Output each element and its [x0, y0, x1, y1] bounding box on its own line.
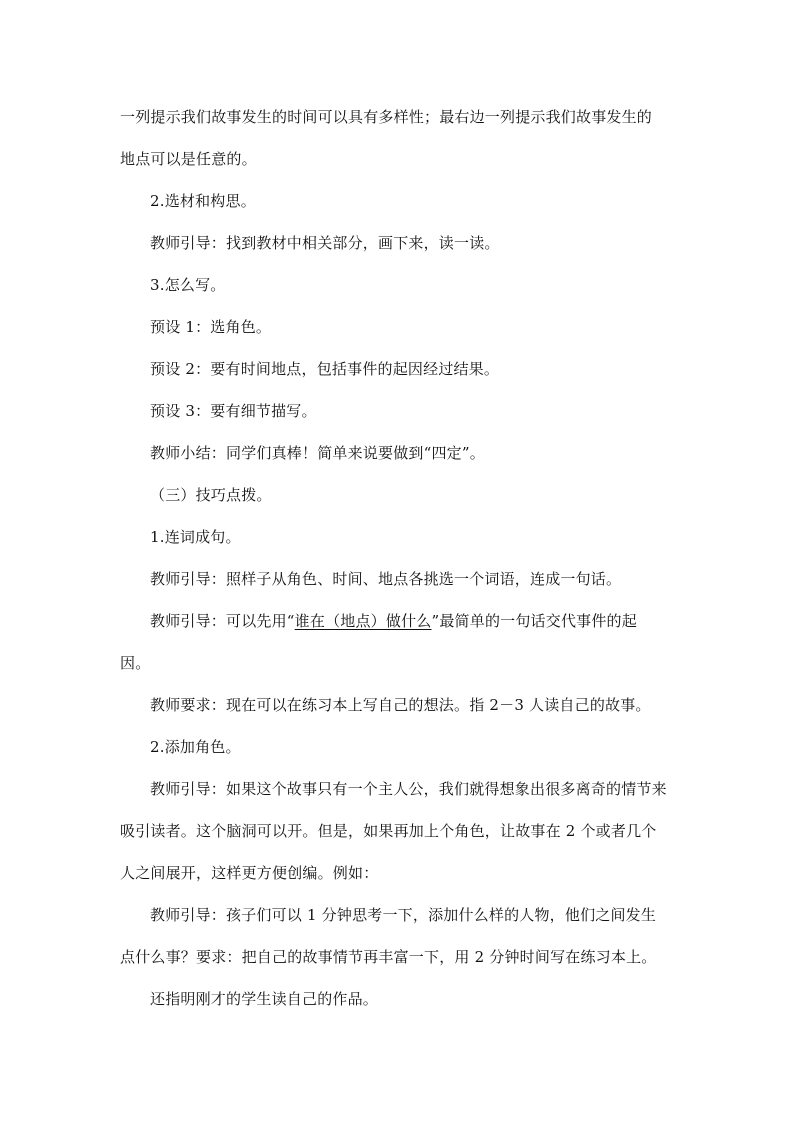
paragraph-line: 教师小结：同学们真棒！简单来说要做到“四定”。	[150, 444, 485, 462]
section-heading: 2.添加角色。	[150, 738, 241, 756]
paragraph-line: 点什么事？要求：把自己的故事情节再丰富一下，用 2 分钟时间写在练习本上。	[120, 948, 657, 966]
underlined-phrase: 谁在（地点）做什么	[294, 612, 432, 630]
paragraph-line: 预设 2：要有时间地点，包括事件的起因经过结果。	[150, 360, 500, 378]
paragraph-line	[150, 611, 730, 631]
paragraph-line: 教师要求：现在可以在练习本上写自己的想法。指 2－3 人读自己的故事。	[150, 696, 651, 714]
paragraph-line: 教师引导：如果这个故事只有一个主人公，我们就得想象出很多离奇的情节来	[150, 780, 667, 798]
paragraph-line: 还指明刚才的学生读自己的作品。	[150, 990, 379, 1008]
section-heading: 2.选材和构思。	[150, 192, 256, 210]
text-segment: ”最简单的一句话交代事件的起	[431, 612, 637, 630]
paragraph-line: 一列提示我们故事发生的时间可以具有多样性；最右边一列提示我们故事发生的	[120, 108, 653, 126]
paragraph-line: 预设 3：要有细节描写。	[150, 402, 317, 420]
paragraph-line: 人之间展开，这样更方便创编。例如：	[120, 864, 379, 882]
paragraph-line: 地点可以是任意的。	[120, 150, 257, 168]
section-heading: 1.连词成句。	[150, 528, 241, 546]
section-heading: 3.怎么写。	[150, 276, 226, 294]
paragraph-line: 教师引导：照样子从角色、时间、地点各挑选一个词语，连成一句话。	[150, 570, 622, 588]
paragraph-line: 教师引导：孩子们可以 1 分钟思考一下，添加什么样的人物，他们之间发生	[150, 906, 657, 924]
paragraph-line: 教师引导：找到教材中相关部分，画下来，读一读。	[150, 234, 500, 252]
paragraph-line: 预设 1：选角色。	[150, 318, 272, 336]
paragraph-line: 吸引读者。这个脑洞可以开。但是，如果再加上个角色，让故事在 2 个或者几个	[120, 822, 657, 840]
paragraph-line: 因。	[120, 654, 151, 672]
text-segment: 教师引导：可以先用“	[150, 612, 295, 630]
section-heading: （三）技巧点拨。	[150, 486, 272, 504]
